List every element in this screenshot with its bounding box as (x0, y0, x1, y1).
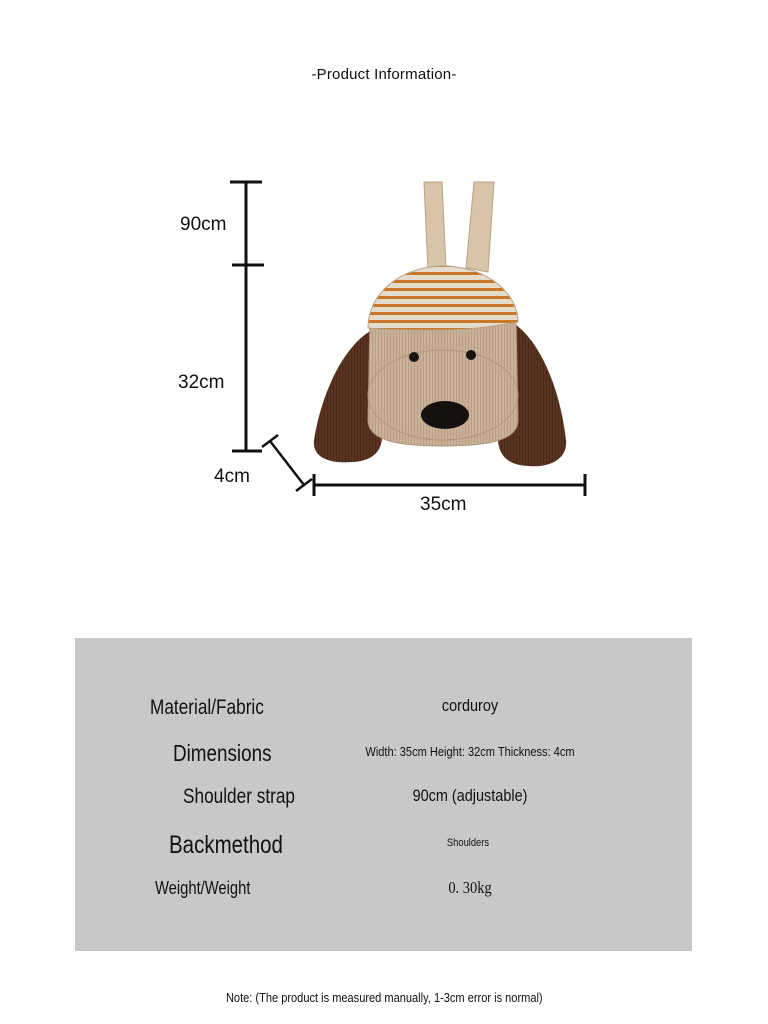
spec-value-backmethod: Shoulders (446, 837, 490, 849)
shoulder-strap-right (466, 182, 494, 272)
spec-value-dimensions: Width: 35cm Height: 32cm Thickness: 4cm (365, 744, 575, 759)
striped-hat (368, 266, 518, 330)
spec-value-material: corduroy (441, 696, 499, 715)
measurement-note-text: Note: (The product is measured manually, 1-3cm error is normal) (225, 990, 543, 1005)
spec-label-weight: Weight/Weight (155, 878, 251, 898)
spec-label-shoulder-strap: Shoulder strap (183, 785, 296, 808)
height-label: 32cm (178, 372, 225, 393)
measurement-note (0, 990, 768, 1005)
dog-eye-left (409, 352, 419, 362)
height-dimension-line (230, 182, 264, 451)
thickness-label: 4cm (214, 466, 250, 487)
spec-panel (75, 638, 692, 951)
spec-label-dimensions: Dimensions (173, 740, 272, 766)
backpack-illustration (314, 182, 566, 466)
width-label: 35cm (420, 494, 467, 515)
page-title: -Product Information- (311, 66, 457, 83)
dog-nose (421, 401, 469, 429)
shoulder-strap-left (424, 182, 446, 272)
strap-length-label: 90cm (180, 214, 227, 235)
spec-value-shoulder-strap: 90cm (adjustable) (412, 786, 528, 805)
dog-eye-right (466, 350, 476, 360)
spec-value-weight: 0. 30kg (448, 878, 492, 897)
spec-label-backmethod: Backmethod (169, 831, 283, 859)
thickness-dimension-line (262, 435, 312, 491)
spec-label-material: Material/Fabric (150, 696, 264, 719)
width-dimension-line (314, 474, 585, 496)
